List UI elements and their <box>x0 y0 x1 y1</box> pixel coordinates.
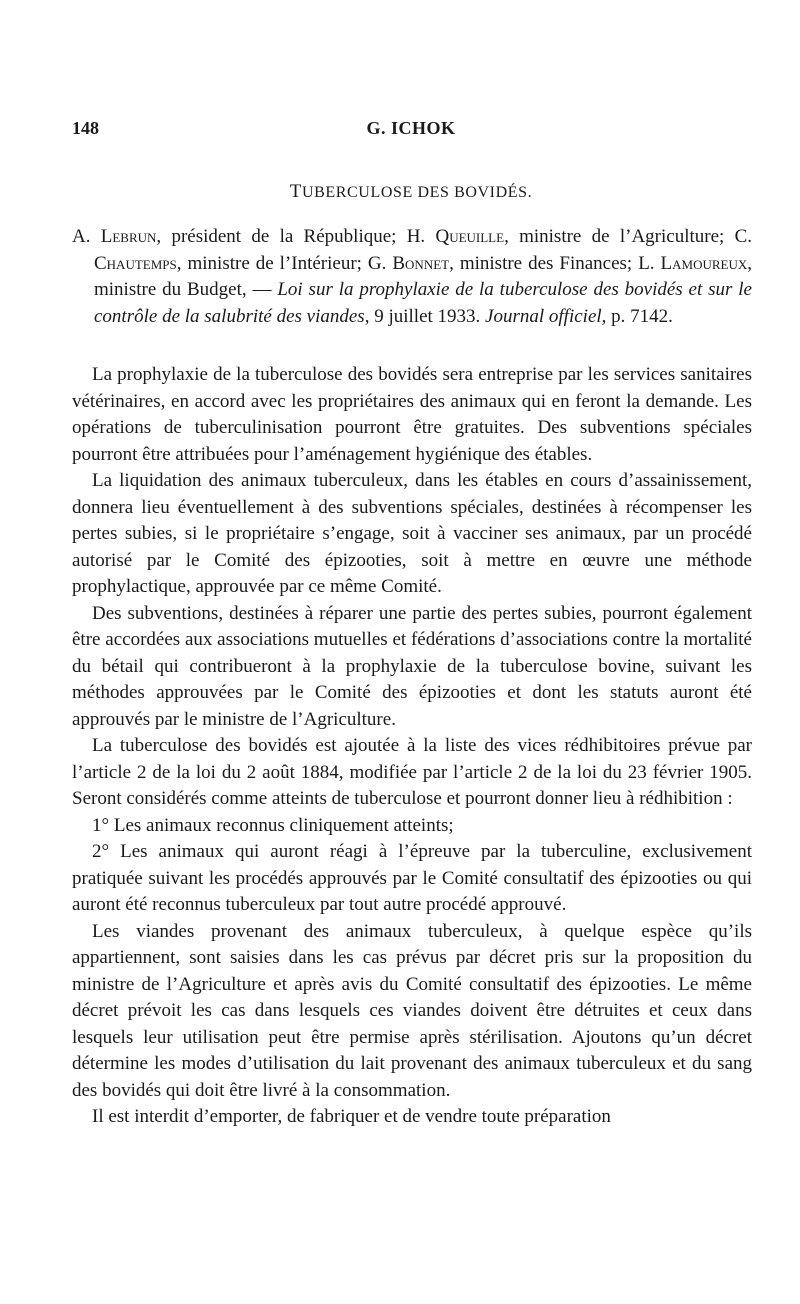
citation-text: , ministre des Finances; L. <box>449 252 661 274</box>
body-text <box>72 362 752 1131</box>
page-number: 148 <box>72 118 99 138</box>
citation-author-name: Chautemps <box>94 252 177 274</box>
paragraph: Les viandes provenant des animaux tuberculeux, à quelque espèce qu’ils appartiennent, sont saisies dans les cas prévus par décret pris sur la proposition du ministre de l’Agriculture et après avis du Comité consultatif des épizooties. Le même décret prévoit les cas dans lesquels ces viandes doivent être détruites et ceux dans lesquels leur utilisation peut être permise après stérilisation. Ajoutons qu’un décret détermine les modes d’utilisation du lait provenant des animaux tuberculeux et du sang des bovidés qui doit être livré à la consommation. <box>72 920 752 1101</box>
citation-author-name: Bonnet <box>392 252 450 274</box>
citation-text: , ministre de l’Intérieur; G. <box>176 252 393 274</box>
citation-text: , 9 juillet 1933. <box>364 305 486 327</box>
section-title-initial: T <box>289 181 302 202</box>
paragraph: La liquidation des animaux tuberculeux, dans les étables en cours d’assainissement, donnera lieu éventuellement à des subventions spéciales, destinées à récompenser les pertes subies, si le propriétaire s’engage, soit à vacciner ses animaux, par un procédé autorisé par le Comité des épizooties, soit à mettre en œuvre une méthode prophylactique, approuvée par ce même Comité. <box>72 470 752 597</box>
law-citation <box>72 224 752 330</box>
citation-journal: Journal officiel <box>485 305 602 327</box>
citation-text: , président de la République; H. <box>156 226 436 247</box>
running-head <box>72 118 750 142</box>
list-item: 2° Les animaux qui auront réagi à l’épreuve par la tuberculine, exclusivement pratiquée suivant les procédés approuvés par le Comité consultatif des épizooties ou qui auront été reconnus tuberculeux par tout autre procédé approuvé. <box>72 841 752 915</box>
paragraph: Des subventions, destinées à réparer une partie des pertes subies, pourront également être accordées aux associations mutuelles et fédérations d’associations contre la mortalité du bétail qui contribueront à la prophylaxie de la tuberculose bovine, suivant les méthodes approuvées par le Comité des épizooties et dont les statuts auront été approuvés par le ministre de l’Agriculture. <box>72 602 752 730</box>
citation-author-name: Queuille <box>435 226 505 247</box>
citation-text: , ministre de l’Agriculture; C. <box>504 226 752 247</box>
section-title <box>72 181 750 203</box>
list-item: 1° Les animaux reconnus cliniquement atteints; <box>92 814 454 836</box>
citation-text: , p. 7142. <box>601 305 673 327</box>
section-title-rest: UBERCULOSE DES BOVIDÉS. <box>301 184 533 201</box>
running-title: G. ICHOK <box>366 118 456 138</box>
citation-text: A. <box>72 226 101 247</box>
paragraph: La prophylaxie de la tuberculose des bovidés sera entreprise par les services sanitaires vétérinaires, en accord avec les propriétaires des animaux qui en feront la demande. Les opérations de tuberculinisation pourront être gratuites. Des subventions spéciales pourront être attribuées pour l’aménagement hygiénique des étables. <box>72 364 752 465</box>
paragraph: Il est interdit d’emporter, de fabriquer et de vendre toute préparation <box>92 1106 611 1127</box>
citation-author-name: Lebrun <box>100 226 157 247</box>
citation-text: , ministre du Budget, — <box>94 252 752 301</box>
citation-law-title: Loi sur la prophylaxie de la tuberculose des bovidés et sur le contrôle de la salubrité des viandes <box>94 279 752 327</box>
paragraph: La tuberculose des bovidés est ajoutée à la liste des vices rédhibitoires prévue par l’article 2 de la loi du 2 août 1884, modifiée par l’article 2 de la loi du 23 février 1905. Seront considérés comme atteints de tuberculose et pourront donner lieu à rédhibition : <box>72 735 752 809</box>
citation-author-name: Lamoureux <box>660 252 748 274</box>
